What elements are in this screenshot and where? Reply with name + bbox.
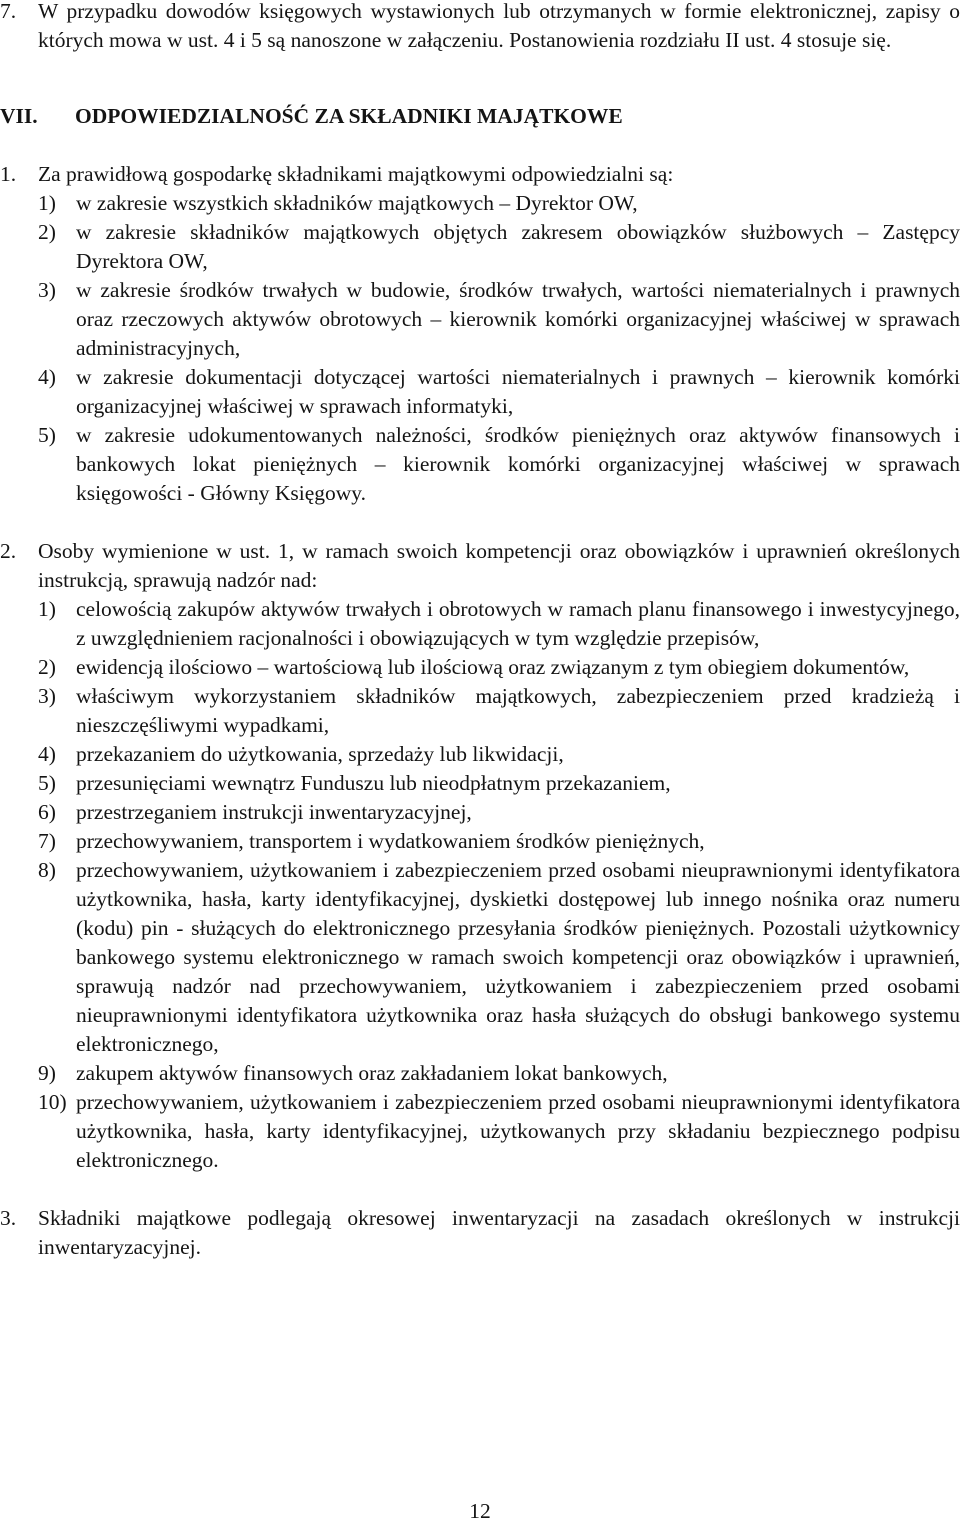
list-item-text: przestrzeganiem instrukcji inwentaryzacyjnej,	[76, 800, 472, 824]
chapter-heading	[0, 102, 960, 131]
list-item-text: w zakresie wszystkich składników majątkowych – Dyrektor OW,	[76, 191, 638, 215]
list-item-text: przechowywaniem, użytkowaniem i zabezpieczeniem przed osobami nieuprawnionymi identyfikatora użytkownika, hasła, karty identyfikacyjnej, dyskietki dostępowej lub innego nośnika oraz numeru (kodu) pin - służących do elektronicznego przesyłania środków pieniężnych. Pozostali użytkownicy bankowego systemu elektronicznego w ramach swoich kompetencji oraz obowiązków i uprawnień, sprawują nadzór nad przechowywaniem, użytkowaniem i zabezpieczeniem przed osobami nieuprawnionymi identyfikatora użytkownika oraz hasła służących do obsługi bankowego systemu elektronicznego,	[76, 858, 960, 1056]
list-item-number: 4)	[38, 365, 56, 389]
list-item-text: w zakresie udokumentowanych należności, środków pieniężnych oraz aktywów finansowych i bankowych lokat pieniężnych – kierownik komórki organizacyjnej właściwej w sprawach księgowości - Główny Księgowy.	[76, 423, 960, 505]
list-item-number: 9)	[38, 1061, 56, 1085]
section-text: Składniki majątkowe podlegają okresowej inwentaryzacji na zasadach określonych w instrukcji inwentaryzacyjnej.	[38, 1206, 960, 1259]
list-item	[38, 769, 960, 798]
list-item-number: 1)	[38, 597, 56, 621]
list-item-number: 5)	[38, 771, 56, 795]
list-item	[38, 363, 960, 421]
list-item	[38, 740, 960, 769]
list-item-number: 5)	[38, 423, 56, 447]
list-item	[38, 218, 960, 276]
paragraph-number: 7.	[0, 0, 17, 23]
list-item-text: ewidencją ilościowo – wartościową lub ilościową oraz związanym z tym obiegiem dokumentów,	[76, 655, 910, 679]
list-item-text: w zakresie składników majątkowych objętych zakresem obowiązków służbowych – Zastępcy Dyrektora OW,	[76, 220, 960, 273]
section-1	[0, 160, 960, 508]
section-intro: Osoby wymienione w ust. 1, w ramach swoich kompetencji oraz obowiązków i uprawnień określonych instrukcją, sprawują nadzór nad:	[38, 539, 960, 592]
list-item-text: w zakresie środków trwałych w budowie, środków trwałych, wartości niematerialnych i prawnych oraz rzeczowych aktywów obrotowych – kierownik komórki organizacyjnej właściwej w sprawach administracyjnych,	[76, 278, 960, 360]
page-number: 12	[469, 1499, 491, 1523]
list-item-text: właściwym wykorzystaniem składników majątkowych, zabezpieczeniem przed kradzieżą i nieszczęśliwymi wypadkami,	[76, 684, 960, 737]
list-item-number: 2)	[38, 220, 56, 244]
list-item-text: przesunięciami wewnątrz Funduszu lub nieodpłatnym przekazaniem,	[76, 771, 671, 795]
section-2	[0, 537, 960, 1175]
list-item	[38, 189, 960, 218]
list-item	[38, 798, 960, 827]
list-item-number: 7)	[38, 829, 56, 853]
section-number: 2.	[0, 539, 17, 563]
list-item-text: celowością zakupów aktywów trwałych i obrotowych w ramach planu finansowego i inwestycyjnego, z uwzględnieniem racjonalności i obowiązujących w tym względzie przepisów,	[76, 597, 960, 650]
list-item-text: w zakresie dokumentacji dotyczącej wartości niematerialnych i prawnych – kierownik komórki organizacyjnej właściwej w sprawach informatyki,	[76, 365, 960, 418]
section-number: 1.	[0, 162, 17, 186]
list-item-number: 3)	[38, 278, 56, 302]
list-item	[38, 1059, 960, 1088]
section-intro: Za prawidłową gospodarkę składnikami majątkowymi odpowiedzialni są:	[38, 162, 674, 186]
list-item-number: 3)	[38, 684, 56, 708]
list-item	[38, 682, 960, 740]
section-3	[0, 1204, 960, 1262]
list-item-number: 2)	[38, 655, 56, 679]
chapter-title: ODPOWIEDZIALNOŚĆ ZA SKŁADNIKI MAJĄTKOWE	[75, 104, 623, 128]
list-item	[38, 421, 960, 508]
paragraph-7	[0, 0, 960, 55]
list-item-text: przechowywaniem, transportem i wydatkowaniem środków pieniężnych,	[76, 829, 705, 853]
chapter-number: VII.	[0, 104, 38, 128]
list-item-number: 10)	[38, 1090, 67, 1114]
list-item	[38, 827, 960, 856]
list-item-text: przechowywaniem, użytkowaniem i zabezpieczeniem przed osobami nieuprawnionymi identyfikatora użytkownika, hasła, karty identyfikacyjnej, użytkowanych przy składaniu bezpiecznego podpisu elektronicznego.	[76, 1090, 960, 1172]
list-item	[38, 653, 960, 682]
paragraph-text: W przypadku dowodów księgowych wystawionych lub otrzymanych w formie elektronicznej, zapisy o których mowa w ust. 4 i 5 są nanoszone w załączeniu. Postanowienia rozdziału II ust. 4 stosuje się.	[38, 0, 960, 52]
list-item-number: 8)	[38, 858, 56, 882]
list-item	[38, 595, 960, 653]
list-item	[38, 276, 960, 363]
list-item-number: 4)	[38, 742, 56, 766]
list-item	[38, 856, 960, 1059]
list-item-text: zakupem aktywów finansowych oraz zakładaniem lokat bankowych,	[76, 1061, 668, 1085]
list-item-number: 1)	[38, 191, 56, 215]
list-item-number: 6)	[38, 800, 56, 824]
section-number: 3.	[0, 1206, 17, 1230]
list-item-text: przekazaniem do użytkowania, sprzedaży lub likwidacji,	[76, 742, 564, 766]
list-item	[38, 1088, 960, 1175]
